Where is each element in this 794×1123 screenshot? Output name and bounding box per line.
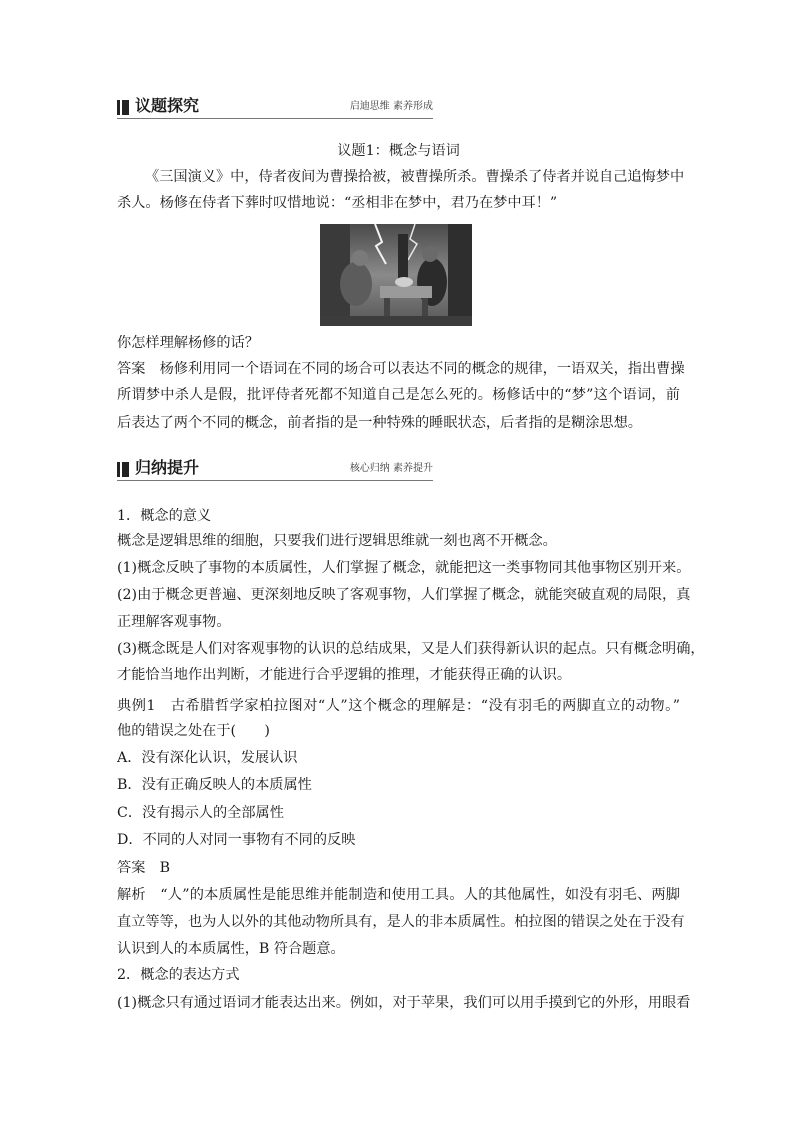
option-d: D．不同的人对同一事物有不同的反映 bbox=[117, 832, 356, 848]
heading-concept-meaning: 1．概念的意义 bbox=[117, 508, 212, 524]
body-line: (1)概念反映了事物的本质属性，人们掌握了概念，就能把这一类事物同其他事物区别开来。 bbox=[117, 560, 691, 576]
section-header-inquiry bbox=[117, 96, 433, 119]
option-b: B．没有正确反映人的本质属性 bbox=[117, 777, 312, 793]
story-line: 《三国演义》中，侍者夜间为曹操拾被，被曹操所杀。曹操杀了侍者并说自己追悔梦中 bbox=[145, 169, 685, 185]
section-subtitle: 启迪思维 素养形成 bbox=[349, 101, 433, 112]
section-title: 归纳提升 bbox=[135, 458, 200, 477]
topic-heading: 议题1：概念与语词 bbox=[337, 143, 460, 159]
body-line: 概念是逻辑思维的细胞，只要我们进行逻辑思维就一刻也离不开概念。 bbox=[117, 533, 557, 549]
body-line: 才能恰当地作出判断，才能进行合乎逻辑的推理，才能获得正确的认识。 bbox=[117, 667, 572, 683]
answer-line: 后表达了两个不同的概念，前者指的是一种特殊的睡眠状态，后者指的是糊涂思想。 bbox=[117, 415, 642, 431]
answer-label: 答案 B bbox=[117, 860, 170, 876]
body-line: 正理解客观事物。 bbox=[117, 614, 231, 630]
story-line: 杀人。杨修在侍者下葬时叹惜地说：“丞相非在梦中，君乃在梦中耳！” bbox=[117, 195, 558, 211]
body-line: (2)由于概念更普遍、更深刻地反映了客观事物，人们掌握了概念，就能突破直观的局限，真 bbox=[117, 587, 691, 603]
analysis-line: 认识到人的本质属性，B 符合题意。 bbox=[117, 941, 345, 957]
heading-concept-expression: 2．概念的表达方式 bbox=[117, 967, 240, 983]
example-stem: 典例1 古希腊哲学家柏拉图对“人”这个概念的理解是：“没有羽毛的两脚直立的动物。” bbox=[117, 698, 680, 714]
answer-line: 答案 杨修利用同一个语词在不同的场合可以表达不同的概念的规律，一语双关，指出曹操 bbox=[117, 361, 685, 377]
analysis-line: 解析 “人”的本质属性是能思维并能制造和使用工具。人的其他属性，如没有羽毛、两脚 bbox=[117, 887, 680, 903]
question-text: 你怎样理解杨修的话？ bbox=[117, 335, 259, 351]
section-marker-icon bbox=[117, 462, 129, 477]
example-stem: 他的错误之处在于( ) bbox=[117, 723, 270, 739]
option-c: C．没有揭示人的全部属性 bbox=[117, 805, 284, 821]
option-a: A．没有深化认识，发展认识 bbox=[117, 750, 298, 766]
answer-line: 所谓梦中杀人是假，批评侍者死都不知道自己是怎么死的。杨修话中的“梦”这个语词，前 bbox=[117, 387, 680, 403]
analysis-line: 直立等等，也为人以外的其他动物所具有，是人的非本质属性。柏拉图的错误之处在于没有 bbox=[117, 914, 685, 930]
illustration-image bbox=[320, 224, 472, 326]
body-line: (1)概念只有通过语词才能表达出来。例如，对于苹果，我们可以用手摸到它的外形，用眼看 bbox=[117, 995, 691, 1011]
section-marker-icon bbox=[117, 100, 129, 115]
section-title: 议题探究 bbox=[135, 96, 200, 115]
section-subtitle: 核心归纳 素养提升 bbox=[349, 463, 433, 474]
body-line: (3)概念既是人们对客观事物的认识的总结成果，又是人们获得新认识的起点。只有概念明确， bbox=[117, 641, 705, 657]
section-header-summary bbox=[117, 458, 433, 481]
